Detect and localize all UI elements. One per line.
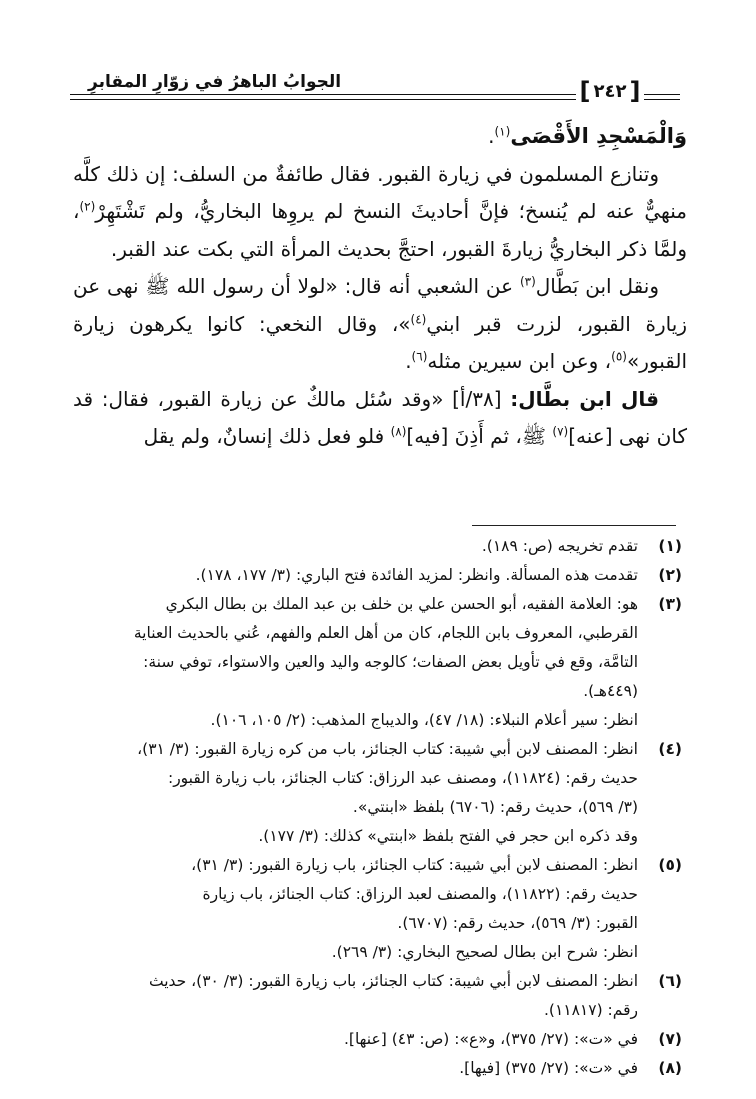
footnote-number: (٨) [658,1059,682,1077]
footnote-ref: (٤) [410,311,427,326]
footnote: (٥) انظر: المصنف لابن أبي شيبة: كتاب الجنائز، باب زيارة القبور: (٣/ ٣١)، حديث رقم: (١١٨٢٢)، والمصنف لعبد الرزاق: كتاب الجنائز، باب زيارة القبور: (٣/ ٥٦٩)، حديث رقم: (٦٧٠٧). انظر: شرح ابن بطال لصحيح البخاري: (٣/ ٢٦٩). [78,851,682,967]
paragraph: ونقل ابن بَطَّال$^{(٣)}$ عن الشعبي أنه قال: «لولا أن رسول الله ﷺ نهى عن زيارة القبور، لزرت قبر ابني$^{(٤)}$»، وقال النخعي: كانوا يكرهون زيارة القبور»$^{(٥)}$، وعن ابن سيرين مثله$^{(٦)}$. [73,274,687,373]
footnote-number: (٦) [658,972,682,990]
footnote: (٣) هو: العلامة الفقيه، أبو الحسن علي بن خلف بن عبد الملك بن بطال البكري القرطبي، المعروف بابن اللجام، كان من أهل العلم والفهم، عُني بالحديث العناية التامَّة، وقع في تأويل بعض الصفات؛ كالوجه واليد والعين والاستواء، توفي سنة: (٤٤٩هـ). انظر: سير أعلام النبلاء: (١٨/ ٤٧)، والديباج المذهب: (٢/ ١٠٥، ١٠٦). [78,590,682,735]
paragraph: وَالْمَسْجِدِ الأَقْصَى$^{(١)}$. [488,124,687,148]
footnote-ref: (٦) [411,349,428,364]
footnote-ref: (٧) [552,424,569,439]
footnote: (٦) انظر: المصنف لابن أبي شيبة: كتاب الجنائز، باب زيارة القبور: (٣/ ٣٠)، حديث رقم: (١١٨١٧). [78,967,682,1025]
footnote: (٢) تقدمت هذه المسألة. وانظر: لمزيد الفائدة فتح الباري: (٣/ ١٧٧، ١٧٨). [78,561,682,590]
book-title: الجوابُ الباهرُ في زوّارِ المقابرِ [80,72,349,92]
footnote-number: (٥) [658,856,682,874]
main-text [73,118,687,456]
footnote-number: (٢) [658,566,682,584]
footnotes [78,532,682,1083]
page-header [70,68,680,108]
paragraph: وتنازع المسلمون في زيارة القبور. فقال طائفةٌ من السلف: إن ذلك كلَّه منهيٌّ عنه لم يُنسخ؛ فإنَّ أحاديثَ النسخ لم يروِها البخاريُّ، ولم تَشْتَهِرْ$^{(٢)}$، ولمَّا ذكر البخاريُّ زيارةَ القبور، احتجَّ بحديث المرأة التي بكت عند القبر. [73,161,687,261]
page-number: ٢٤٢ [593,80,627,102]
footnote-ref: (١) [494,124,511,139]
footnote-number: (٣) [658,595,682,613]
footnote-number: (٤) [658,740,682,758]
footnote: (٧) في «ت»: (٢٧/ ٣٧٥)، و«ع»: (ص: ٤٣) [عنها]. [78,1025,682,1054]
footnote-ref: (٥) [611,349,627,364]
footnote-number: (٧) [658,1030,682,1048]
footnote-ref: (٣) [519,274,536,289]
footnote-ref: (٢) [79,199,96,214]
footnote: (١) تقدم تخريجه (ص: ١٨٩). [78,532,682,561]
footnote: (٨) في «ت»: (٢٧/ ٣٧٥) [فيها]. [78,1054,682,1083]
footnote-number: (١) [658,537,682,555]
quran-fragment: وَالْمَسْجِدِ الأَقْصَى [510,124,687,148]
footnote-ref: (٨) [390,424,407,439]
footnote: (٤) انظر: المصنف لابن أبي شيبة: كتاب الجنائز، باب من كره زيارة القبور: (٣/ ٣١)، حديث رقم: (١١٨٢٤)، ومصنف عبد الرزاق: كتاب الجنائز، باب زيارة القبور: (٣/ ٥٦٩)، حديث رقم: (٦٧٠٦) بلفظ «ابنتي». وقد ذكره ابن حجر في الفتح بلفظ «ابنتي» كذلك: (٣/ ١٧٧). [78,735,682,851]
paragraph: قال ابن بطَّال: [٣٨/أ] «وقد سُئل مالكٌ عن زيارة القبور، فقال: قد كان نهى [عنه]$^{(٧)}$ ﷺ، ثم أَذِنَ [فيه]$^{(٨)}$ فلو فعل ذلك إنسانٌ، ولم يقل [73,386,687,448]
page-number-box: [ ٢٤٢ ] [576,76,644,106]
footnote-separator [472,525,676,526]
quote-label: قال ابن بطَّال: [510,386,659,411]
